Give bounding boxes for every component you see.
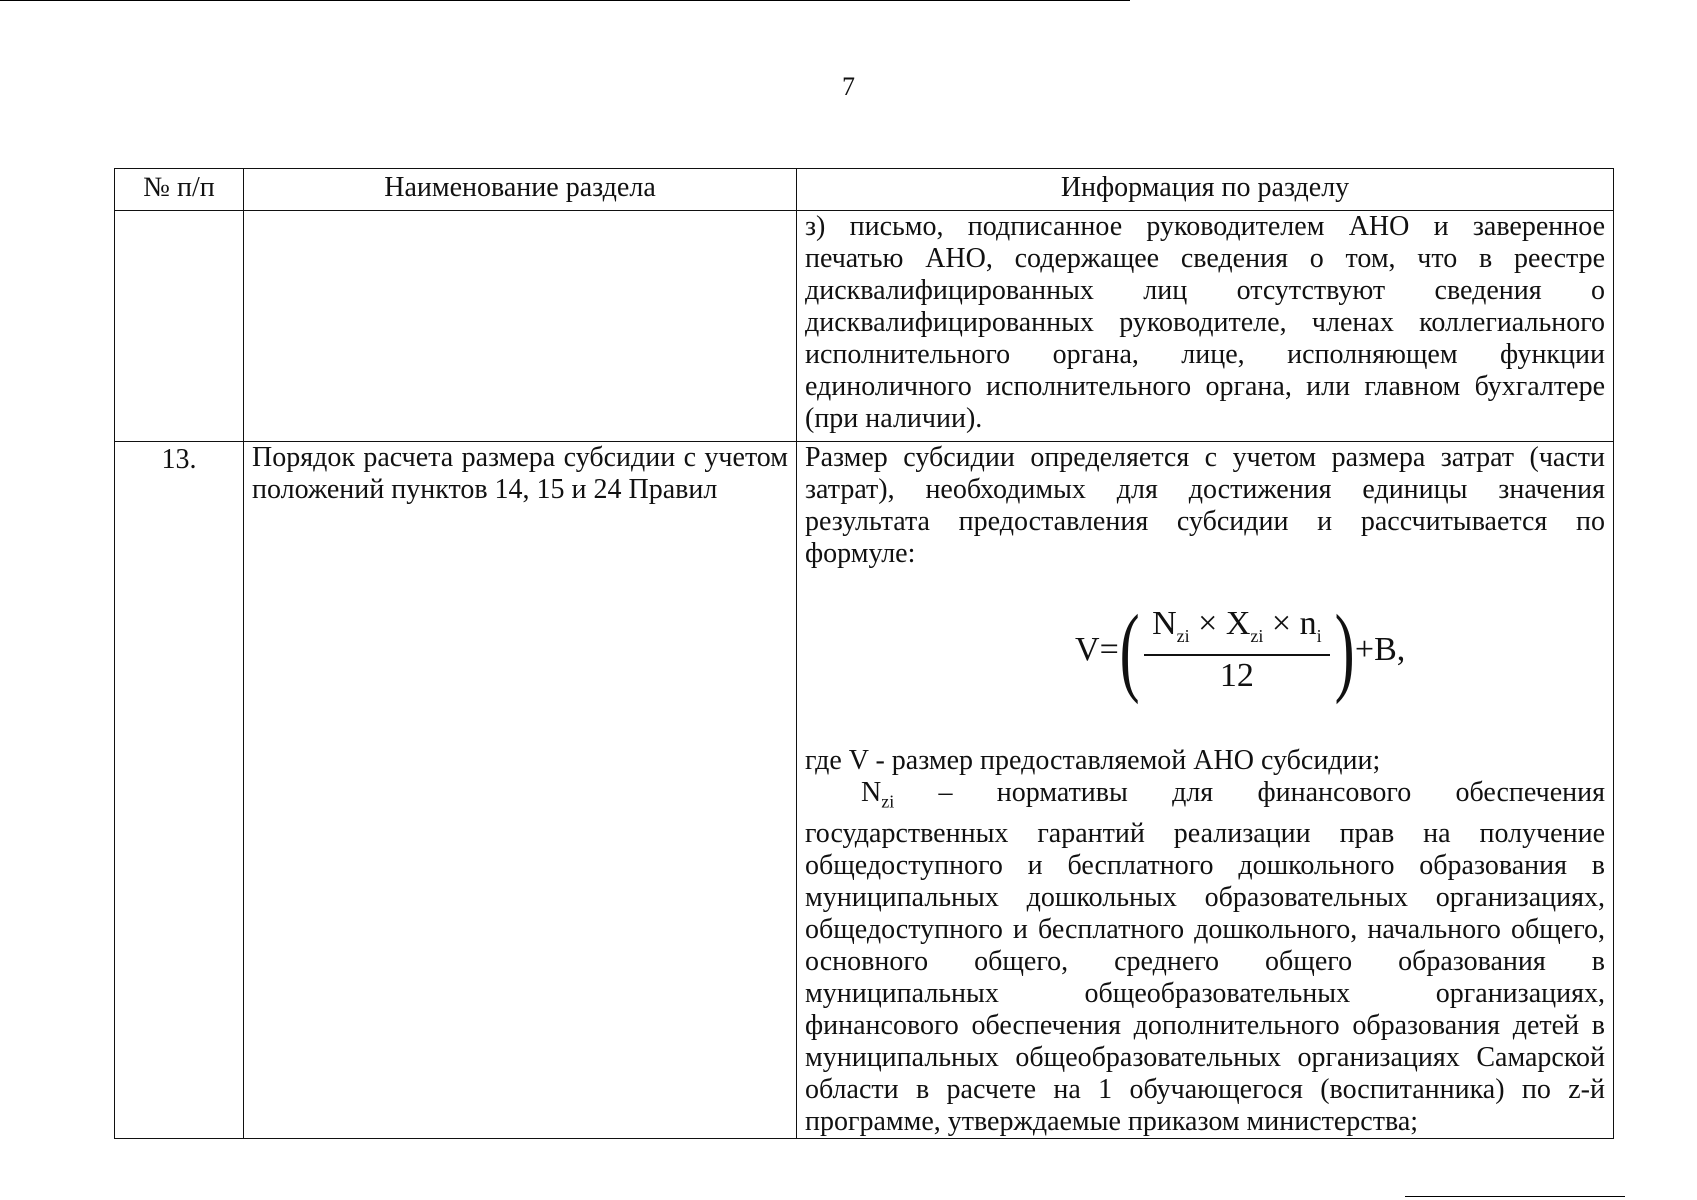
row-section-info: з) письмо, подписанное руководителем АНО и заверенное печатью АНО, содержащее сведения о том, что в реестре дисквалифицированных лиц отсутствуют сведения о дисквалифицированных руководителе, членах коллегиального исполнительного органа, лице, исполняющем функции единоличного исполнительного органа, или главном бухгалтере (при наличии).: [797, 211, 1614, 442]
top-rule: [0, 0, 1130, 1]
formula-open-paren: (: [1119, 594, 1140, 705]
row-number: [115, 211, 244, 442]
subsidy-formula: [1075, 594, 1406, 705]
formula-intro: Размер субсидии определяется с учетом размера затрат (части затрат), необходимых для достижения единицы значения результата предоставления субсидии и рассчитывается по формуле:: [805, 442, 1605, 569]
formula-close-paren: ): [1334, 594, 1355, 705]
row-section-info: [797, 442, 1614, 1139]
table-row: [115, 211, 1614, 442]
table-row: [115, 442, 1614, 1139]
formula-where-v: где V - размер предоставляемой АНО субсидии;: [805, 745, 1381, 776]
formula-times: ×: [1189, 605, 1226, 643]
formula-x-sub: zi: [1250, 625, 1264, 646]
formula-denominator: 12: [1219, 656, 1254, 694]
formula-tail: +B,: [1354, 631, 1406, 668]
row-section-name: [244, 211, 797, 442]
formula-lhs: V: [1075, 631, 1100, 668]
row-section-name: Порядок расчета размера субсидии с учетом положений пунктов 14, 15 и 24 Правил: [244, 442, 797, 1139]
formula-n-sub: zi: [1176, 625, 1190, 646]
formula-where-nzi: [805, 777, 1605, 1138]
header-number: № п/п: [115, 169, 244, 211]
nzi-sub: zi: [881, 791, 895, 812]
row-number: 13.: [115, 442, 244, 1139]
formula-x-symbol: X: [1225, 605, 1251, 643]
bottom-rule: [1405, 1196, 1625, 1197]
formula-ni-symbol: n: [1299, 605, 1317, 643]
nzi-text: – нормативы для финансового обеспечения государственных гарантий реализации прав на получение общедоступного и бесплатного дошкольного образования в муниципальных дошкольных образовательных организациях, общедоступного и бесплатного дошкольного, начального общего, основного общего, среднего общего образования в муниципальных общеобразовательных организациях, финансового обеспечения дополнительного образования детей в муниципальных общеобразовательных организациях Самарской области в расчете на 1 обучающегося (воспитанника) по z-й программе, утверждаемые приказом министерства;: [805, 777, 1605, 1137]
formula-ni-sub: i: [1316, 625, 1322, 646]
header-section-name: Наименование раздела: [244, 169, 797, 211]
section-table: [114, 168, 1614, 1139]
page-number: 7: [842, 72, 855, 101]
formula-fraction: [1144, 605, 1330, 694]
formula-block: [805, 570, 1605, 745]
formula-times: ×: [1263, 605, 1300, 643]
header-section-info: Информация по разделу: [797, 169, 1614, 211]
formula-n-symbol: N: [1152, 605, 1177, 643]
formula-numerator: [1144, 605, 1330, 656]
table-header-row: [115, 169, 1614, 211]
formula-equals: =: [1099, 631, 1119, 668]
nzi-symbol: N: [861, 777, 882, 808]
